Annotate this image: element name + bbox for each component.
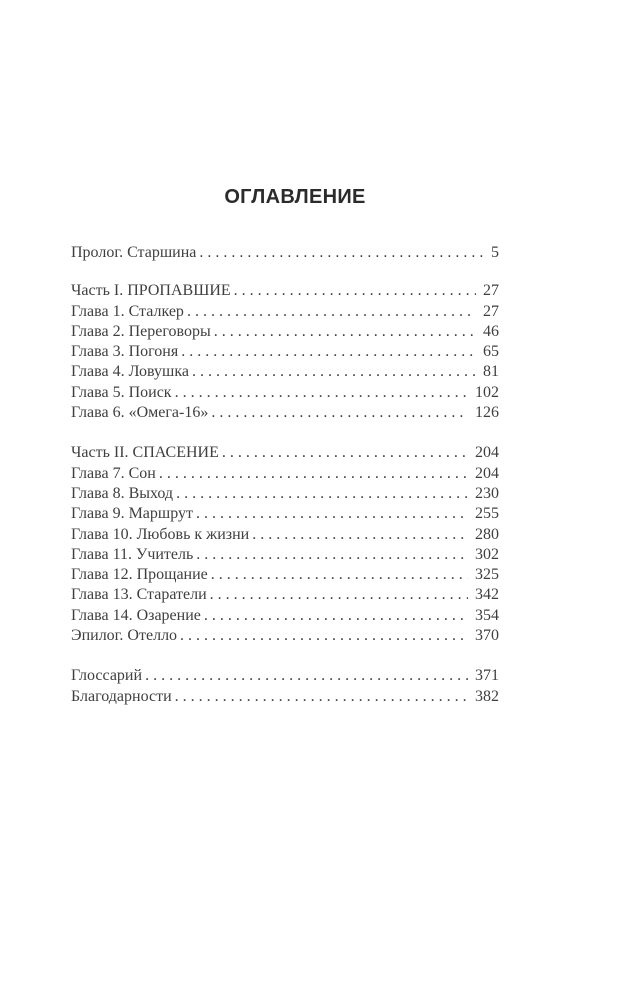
toc-section bbox=[71, 666, 499, 707]
toc-entry-page: 81 bbox=[483, 363, 499, 381]
toc-section bbox=[71, 443, 499, 646]
toc-entry bbox=[71, 666, 499, 686]
page-title-row bbox=[71, 185, 499, 209]
toc-entry-page: 27 bbox=[483, 282, 499, 300]
toc-entry-label: Глава 2. Переговоры bbox=[71, 322, 211, 340]
toc-entry bbox=[71, 322, 499, 342]
toc-entry bbox=[71, 443, 499, 463]
toc-entry bbox=[71, 585, 499, 605]
toc-entry-label: Глава 12. Прощание bbox=[71, 566, 208, 584]
toc-dot-leader bbox=[175, 687, 468, 707]
toc-entry-label: Глава 10. Любовь к жизни bbox=[71, 525, 250, 543]
toc-entry bbox=[71, 606, 499, 626]
toc-dot-leader bbox=[176, 484, 468, 504]
toc-entry-page: 342 bbox=[475, 586, 499, 604]
toc-entry bbox=[71, 302, 499, 322]
toc-dot-leader bbox=[192, 362, 476, 382]
toc-content bbox=[71, 185, 499, 707]
toc-entry-page: 280 bbox=[475, 525, 499, 543]
toc-dot-leader bbox=[181, 342, 476, 362]
toc-dot-leader bbox=[180, 626, 468, 646]
toc-entry-label: Глава 6. «Омега-16» bbox=[71, 404, 209, 422]
toc-entry-label: Глава 9. Маршрут bbox=[71, 505, 194, 523]
toc-entry bbox=[71, 342, 499, 362]
toc-entry-page: 371 bbox=[475, 667, 499, 685]
toc-dot-leader bbox=[204, 606, 468, 626]
toc-dot-leader bbox=[159, 464, 468, 484]
toc-entry bbox=[71, 464, 499, 484]
toc-entry-label: Эпилог. Отелло bbox=[71, 627, 178, 645]
toc-entry-label: Часть II. СПАСЕНИЕ bbox=[71, 444, 219, 462]
toc-entry-page: 65 bbox=[483, 343, 499, 361]
toc-entry-page: 5 bbox=[491, 244, 499, 261]
toc-entry-label: Глава 14. Озарение bbox=[71, 606, 201, 624]
toc-entry-label: Глава 1. Сталкер bbox=[71, 302, 184, 320]
toc-entry-page: 230 bbox=[475, 484, 499, 502]
toc-dot-leader bbox=[211, 403, 468, 423]
toc-entry-label: Пролог. Старшина bbox=[71, 244, 197, 261]
toc-entry bbox=[71, 545, 499, 565]
toc-entry-label: Глава 11. Учитель bbox=[71, 545, 194, 563]
toc-entry-page: 126 bbox=[475, 404, 499, 422]
toc-entry bbox=[71, 362, 499, 382]
toc-entry bbox=[71, 403, 499, 423]
toc-entry-page: 302 bbox=[475, 545, 499, 563]
toc-entry bbox=[71, 243, 499, 263]
toc-entry-page: 325 bbox=[475, 566, 499, 584]
toc-list bbox=[71, 243, 499, 707]
toc-entry bbox=[71, 281, 499, 301]
toc-dot-leader bbox=[196, 545, 468, 565]
toc-section bbox=[71, 243, 499, 263]
toc-entry-label: Глава 5. Поиск bbox=[71, 383, 172, 401]
toc-entry-page: 204 bbox=[475, 444, 499, 462]
toc-entry-page: 382 bbox=[475, 687, 499, 705]
toc-dot-leader bbox=[145, 666, 468, 686]
toc-entry-label: Глава 4. Ловушка bbox=[71, 363, 189, 381]
toc-dot-leader bbox=[187, 302, 476, 322]
toc-dot-leader bbox=[252, 525, 468, 545]
toc-entry-page: 255 bbox=[475, 505, 499, 523]
toc-entry-label: Глава 8. Выход bbox=[71, 484, 174, 502]
toc-section bbox=[71, 281, 499, 423]
toc-entry-label: Глава 13. Старатели bbox=[71, 586, 207, 604]
toc-entry-page: 204 bbox=[475, 464, 499, 482]
toc-dot-leader bbox=[234, 281, 476, 301]
page-title: ОГЛАВЛЕНИЕ bbox=[224, 186, 366, 208]
toc-entry-label: Глоссарий bbox=[71, 667, 143, 685]
toc-entry-page: 102 bbox=[475, 383, 499, 401]
toc-dot-leader bbox=[214, 322, 476, 342]
toc-entry-label: Часть I. ПРОПАВШИЕ bbox=[71, 282, 231, 300]
toc-dot-leader bbox=[175, 383, 468, 403]
toc-entry bbox=[71, 565, 499, 585]
toc-entry bbox=[71, 626, 499, 646]
toc-dot-leader bbox=[199, 243, 484, 263]
toc-entry-label: Благодарности bbox=[71, 687, 172, 705]
toc-entry bbox=[71, 504, 499, 524]
toc-entry-page: 46 bbox=[483, 322, 499, 340]
toc-entry-page: 370 bbox=[475, 627, 499, 645]
toc-entry bbox=[71, 687, 499, 707]
toc-entry-page: 354 bbox=[475, 606, 499, 624]
toc-dot-leader bbox=[196, 504, 468, 524]
toc-entry-page: 27 bbox=[483, 302, 499, 320]
toc-entry-label: Глава 3. Погоня bbox=[71, 343, 179, 361]
toc-entry bbox=[71, 525, 499, 545]
toc-entry bbox=[71, 383, 499, 403]
toc-entry-label: Глава 7. Сон bbox=[71, 464, 156, 482]
toc-dot-leader bbox=[222, 443, 468, 463]
toc-dot-leader bbox=[210, 585, 468, 605]
toc-dot-leader bbox=[211, 565, 468, 585]
toc-entry bbox=[71, 484, 499, 504]
